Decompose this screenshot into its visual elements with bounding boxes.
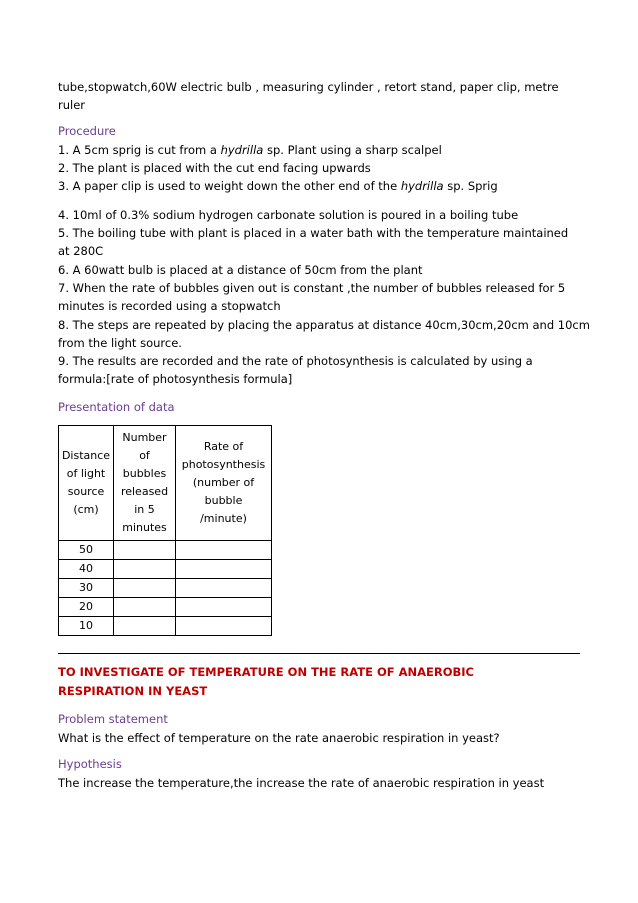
section-divider	[58, 653, 580, 654]
header-bubbles-line: released	[120, 485, 169, 498]
table-row	[59, 560, 272, 579]
empty-cell	[176, 560, 272, 579]
header-rate	[176, 426, 272, 541]
procedure-step-6: 6. A 60watt bulb is placed at a distance of 50cm from the plant	[58, 263, 423, 277]
header-rate-line: (number of	[192, 476, 255, 489]
procedure-step-9-line-2: formula:[rate of photosynthesis formula]	[58, 372, 293, 386]
header-bubbles-line: minutes	[122, 521, 167, 534]
procedure-step-5-line-2: at 280C	[58, 244, 104, 258]
investigation-title-line-2: RESPIRATION IN YEAST	[58, 684, 208, 698]
procedure-heading: Procedure	[58, 124, 116, 138]
header-rate-line: /minute)	[200, 512, 247, 525]
procedure-step-5-line-1: 5. The boiling tube with plant is placed in a water bath with the temperature maintained	[58, 226, 569, 240]
procedure-step-4: 4. 10ml of 0.3% sodium hydrogen carbonate solution is poured in a boiling tube	[58, 208, 519, 222]
header-rate-line: bubble	[204, 494, 243, 507]
distance-cell: 10	[59, 617, 114, 636]
materials-line-1: tube,stopwatch,60W electric bulb , measuring cylinder , retort stand, paper clip, metre	[58, 80, 559, 94]
header-bubbles-line: Number	[122, 431, 167, 444]
empty-cell	[114, 598, 176, 617]
procedure-step-7-line-2: minutes is recorded using a stopwatch	[58, 299, 281, 313]
empty-cell	[176, 617, 272, 636]
header-bubbles-line: bubbles	[122, 467, 167, 480]
empty-cell	[114, 617, 176, 636]
header-distance-line: of light	[66, 467, 106, 480]
procedure-step-3	[58, 177, 498, 195]
header-bubbles	[114, 426, 176, 541]
distance-cell: 30	[59, 579, 114, 598]
procedure-step-7-line-1: 7. When the rate of bubbles given out is constant ,the number of bubbles released for 5	[58, 281, 566, 295]
distance-cell: 20	[59, 598, 114, 617]
problem-statement-text: What is the effect of temperature on the rate anaerobic respiration in yeast?	[58, 731, 500, 745]
distance-cell: 40	[59, 560, 114, 579]
table-row	[59, 541, 272, 560]
table-row	[59, 579, 272, 598]
procedure-step-1	[58, 141, 442, 159]
empty-cell	[114, 579, 176, 598]
step-1-text-a: 1. A 5cm sprig is cut from a	[58, 143, 221, 157]
procedure-step-9-line-1: 9. The results are recorded and the rate of photosynthesis is calculated by using a	[58, 354, 533, 368]
header-distance	[59, 426, 114, 541]
investigation-title-line-1: TO INVESTIGATE OF TEMPERATURE ON THE RATE OF ANAEROBIC	[58, 665, 474, 679]
step-1-italic: hydrilla	[220, 143, 264, 157]
table-header-row	[59, 426, 272, 541]
procedure-step-2: 2. The plant is placed with the cut end facing upwards	[58, 161, 371, 175]
presentation-heading: Presentation of data	[58, 400, 175, 414]
procedure-step-8-line-2: from the light source.	[58, 336, 182, 350]
header-distance-line: Distance	[61, 449, 111, 462]
step-3-text-a: 3. A paper clip is used to weight down the other end of the	[58, 179, 401, 193]
distance-cell: 50	[59, 541, 114, 560]
header-distance-line: source	[67, 485, 105, 498]
header-bubbles-line: in 5	[134, 503, 155, 516]
table-row	[59, 598, 272, 617]
empty-cell	[114, 560, 176, 579]
step-1-text-b: sp. Plant using a sharp scalpel	[263, 143, 442, 157]
results-table	[58, 425, 272, 636]
empty-cell	[176, 598, 272, 617]
empty-cell	[114, 541, 176, 560]
problem-statement-heading: Problem statement	[58, 712, 168, 726]
hypothesis-heading: Hypothesis	[58, 757, 122, 771]
step-3-italic: hydrilla	[400, 179, 444, 193]
empty-cell	[176, 579, 272, 598]
procedure-step-8-line-1: 8. The steps are repeated by placing the apparatus at distance 40cm,30cm,20cm and 10cm	[58, 318, 590, 332]
header-bubbles-line: of	[139, 449, 150, 462]
step-3-text-b: sp. Sprig	[443, 179, 498, 193]
empty-cell	[176, 541, 272, 560]
header-rate-line: photosynthesis	[181, 458, 266, 471]
header-distance-line: (cm)	[73, 503, 99, 516]
materials-line-2: ruler	[58, 98, 86, 112]
table-row	[59, 617, 272, 636]
header-rate-line: Rate of	[203, 440, 244, 453]
hypothesis-text: The increase the temperature,the increase the rate of anaerobic respiration in yeast	[58, 776, 545, 790]
